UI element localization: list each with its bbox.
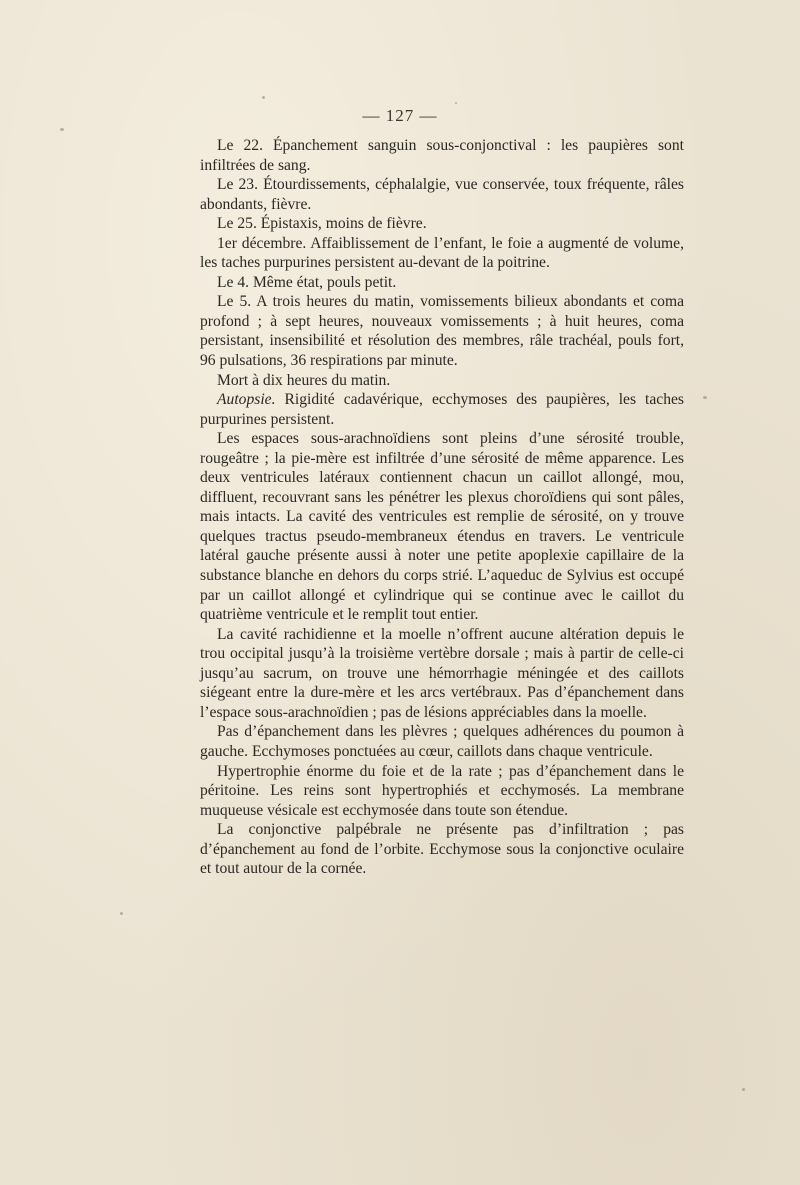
paragraph-text: 1er décembre. Affaiblissement de l’enfant, le foie a augmenté de volume, les taches purpurines persistent au-devant de la poitrine. [200, 234, 684, 272]
paper-speck [742, 1088, 745, 1091]
page-number: — 127 — [362, 106, 438, 125]
paper-speck [120, 912, 123, 915]
paragraph-text: Le 22. Épanchement sanguin sous-conjonctival : les paupières sont infiltrées de sang. [200, 137, 684, 174]
paragraph-text: Pas d’épanchement dans les plèvres ; quelques adhérences du poumon à gauche. Ecchymoses ponctuées au cœur, caillots dans chaque ventricule. [200, 723, 684, 760]
paper-speck [455, 102, 457, 104]
paragraph-text: La cavité rachidienne et la moelle n’offrent aucune altération depuis le trou occipital jusqu’à la troisième vertèbre dorsale ; mais à partir de celle-ci jusqu’au sacrum, on trouve une hémorrhagie méningée et des caillots siégeant entre la dure-mère et les arcs vertébraux. Pas d’épanchement dans l’espace sous-arachnoïdien ; pas de lésions appréciables dans la moelle. [200, 625, 684, 721]
paragraph-text: Le 5. A trois heures du matin, vomissements bilieux abondants et coma profond ; à sept heures, nouveaux vomissements ; à huit heures, coma persistant, insensibilité et résolution des membres, râle trachéal, pouls fort, 96 pulsations, 36 respirations par minute. [200, 293, 684, 370]
paragraph-text: La conjonctive palpébrale ne présente pas d’infiltration ; pas d’épanchement au fond de l’orbite. Ecchymose sous la conjonctive oculaire et tout autour de la cornée. [200, 821, 684, 878]
paragraph-1er-decembre [200, 234, 684, 273]
paragraph-text: Le 25. Épistaxis, moins de fièvre. [217, 215, 427, 233]
body-text [200, 136, 684, 879]
paragraph-text: Rigidité cadavérique, ecchymoses des paupières, les taches purpurines persistent. [200, 391, 684, 428]
paragraph-le-25 [200, 214, 684, 234]
paragraph-text: Les espaces sous-arachnoïdiens sont pleins d’une sérosité trouble, rougeâtre ; la pie-mère est infiltrée d’une sérosité de même apparence. Les deux ventricules latéraux contiennent chacun un caillot allongé, mou, diffluent, recouvrant sans les pénétrer les plexus choroïdiens qui sont pâles, mais intacts. La cavité des ventricules est remplie de sérosité, on y trouve quelques tractus pseudo-membraneux étendus en travers. Le ventricule latéral gauche présente aussi à noter une petite apoplexie capillaire de la substance blanche en dehors du corps strié. L’aqueduc de Sylvius est occupé par un caillot allongé et cylindrique qui se continue avec le caillot du quatrième ventricule et le remplit tout entier. [200, 430, 684, 624]
paragraph-label: Autopsie. [217, 391, 276, 409]
paragraph-text: Le 4. Même état, pouls petit. [217, 273, 397, 291]
paragraph-le-22 [200, 136, 684, 175]
paragraph-le-23 [200, 175, 684, 214]
paragraph-le-5 [200, 292, 684, 370]
paragraph-text: Mort à dix heures du matin. [217, 371, 391, 389]
paragraph-espaces [200, 429, 684, 624]
paragraph-le-4 [200, 273, 684, 293]
paragraph-autopsie [200, 390, 684, 429]
paragraph-cavite-rachidienne [200, 625, 684, 723]
paragraph-text: Hypertrophie énorme du foie et de la rate ; pas d’épanchement dans le péritoine. Les reins sont hypertrophiés et ecchymosés. La membrane muqueuse vésicale est ecchymosée dans toute son étendue. [200, 762, 684, 819]
paragraph-plevres [200, 722, 684, 761]
paragraph-mort [200, 371, 684, 391]
paper-speck [262, 96, 265, 99]
paragraph-text: Le 23. Étourdissements, céphalalgie, vue conservée, toux fréquente, râles abondants, fièvre. [200, 176, 684, 213]
paper-speck [60, 128, 64, 131]
paragraph-hypertrophie [200, 762, 684, 821]
paragraph-conjonctive [200, 820, 684, 879]
paper-speck [703, 396, 707, 399]
